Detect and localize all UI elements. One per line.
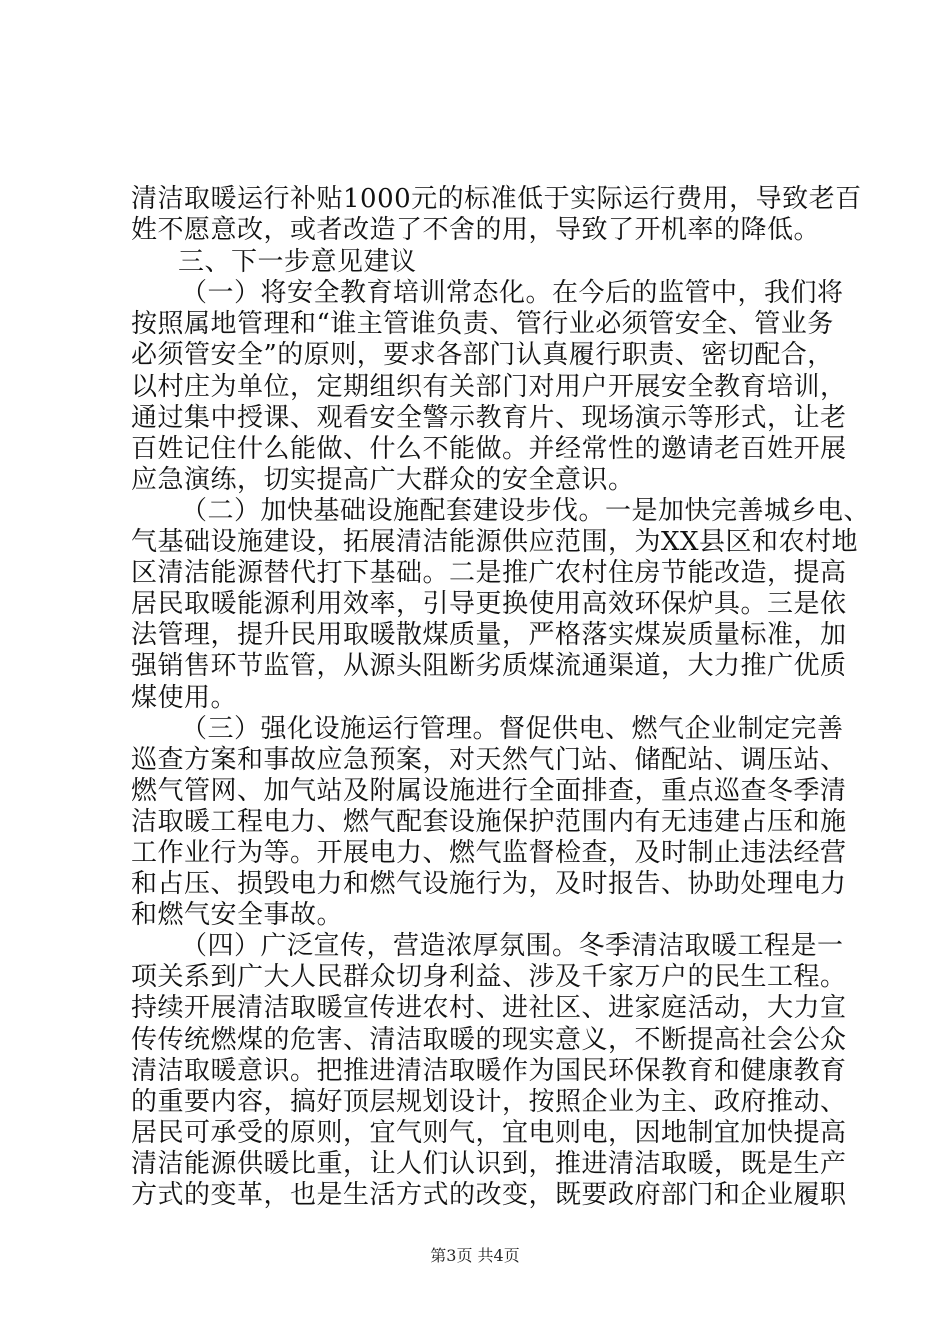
paragraph-1-line-2: 按照属地管理和“谁主管谁负责、管行业必须管安全、管业务 xyxy=(131,309,834,339)
paragraph-4-line-3: 持续开展清洁取暖宣传进农村、进社区、进家庭活动，大力宣 xyxy=(131,993,847,1023)
body-line-1: 清洁取暖运行补贴1000元的标准低于实际运行费用，导致老百 xyxy=(131,184,862,214)
paragraph-1-line-3: 必须管安全”的原则，要求各部门认真履行职责、密切配合， xyxy=(131,340,834,370)
paragraph-2-line-5: 法管理，提升民用取暖散煤质量，严格落实煤炭质量标准，加 xyxy=(131,620,847,650)
paragraph-3-line-4: 洁取暖工程电力、燃气配套设施保护范围内有无违建占压和施 xyxy=(131,807,847,837)
body-line-2: 姓不愿意改，或者改造了不舍的用，导致了开机率的降低。 xyxy=(131,215,821,245)
paragraph-2-line-4: 居民取暖能源利用效率，引导更换使用高效环保炉具。三是依 xyxy=(131,589,847,619)
paragraph-4-line-4: 传传统燃煤的危害、清洁取暖的现实意义，不断提高社会公众 xyxy=(131,1025,847,1055)
paragraph-2-line-3: 区清洁能源替代打下基础。二是推广农村住房节能改造，提高 xyxy=(131,558,847,588)
section-heading: 三、下一步意见建议 xyxy=(178,247,417,277)
paragraph-2-line-1: （二）加快基础设施配套建设步伐。一是加快完善城乡电、 xyxy=(181,496,871,526)
paragraph-1-line-5: 通过集中授课、观看安全警示教育片、现场演示等形式，让老 xyxy=(131,403,847,433)
paragraph-2-line-6: 强销售环节监管，从源头阻断劣质煤流通渠道，大力推广优质 xyxy=(131,651,847,681)
paragraph-2-line-7: 煤使用。 xyxy=(131,683,238,713)
paragraph-3-line-1: （三）强化设施运行管理。督促供电、燃气企业制定完善 xyxy=(181,714,844,744)
paragraph-3-line-2: 巡查方案和事故应急预案，对天然气门站、储配站、调压站、 xyxy=(131,745,847,775)
paragraph-1-line-7: 应急演练，切实提高广大群众的安全意识。 xyxy=(131,465,635,495)
paragraph-4-line-9: 方式的变革，也是生活方式的改变，既要政府部门和企业履职 xyxy=(131,1180,847,1210)
paragraph-2-line-2: 气基础设施建设，拓展清洁能源供应范围，为XX县区和农村地 xyxy=(131,527,859,557)
paragraph-4-line-1: （四）广泛宣传，营造浓厚氛围。冬季清洁取暖工程是一 xyxy=(181,931,844,961)
paragraph-4-line-2: 项关系到广大人民群众切身利益、涉及千家万户的民生工程。 xyxy=(131,962,847,992)
paragraph-3-line-7: 和燃气安全事故。 xyxy=(131,900,344,930)
paragraph-3-line-5: 工作业行为等。开展电力、燃气监督检查，及时制止违法经营 xyxy=(131,838,847,868)
paragraph-3-line-6: 和占压、损毁电力和燃气设施行为，及时报告、协助处理电力 xyxy=(131,869,847,899)
paragraph-4-line-6: 的重要内容，搞好顶层规划设计，按照企业为主、政府推动、 xyxy=(131,1087,847,1117)
paragraph-4-line-7: 居民可承受的原则，宜气则气，宜电则电，因地制宜加快提高 xyxy=(131,1118,847,1148)
paragraph-1-line-4: 以村庄为单位，定期组织有关部门对用户开展安全教育培训， xyxy=(131,372,847,402)
paragraph-4-line-8: 清洁能源供暖比重，让人们认识到，推进清洁取暖，既是生产 xyxy=(131,1149,847,1179)
page-number: 第3页 共4页 xyxy=(430,1246,520,1265)
paragraph-4-line-5: 清洁取暖意识。把推进清洁取暖作为国民环保教育和健康教育 xyxy=(131,1056,847,1086)
paragraph-3-line-3: 燃气管网、加气站及附属设施进行全面排查，重点巡查冬季清 xyxy=(131,776,847,806)
paragraph-1-line-6: 百姓记住什么能做、什么不能做。并经常性的邀请老百姓开展 xyxy=(131,434,847,464)
paragraph-1-line-1: （一）将安全教育培训常态化。在今后的监管中，我们将 xyxy=(181,278,844,308)
